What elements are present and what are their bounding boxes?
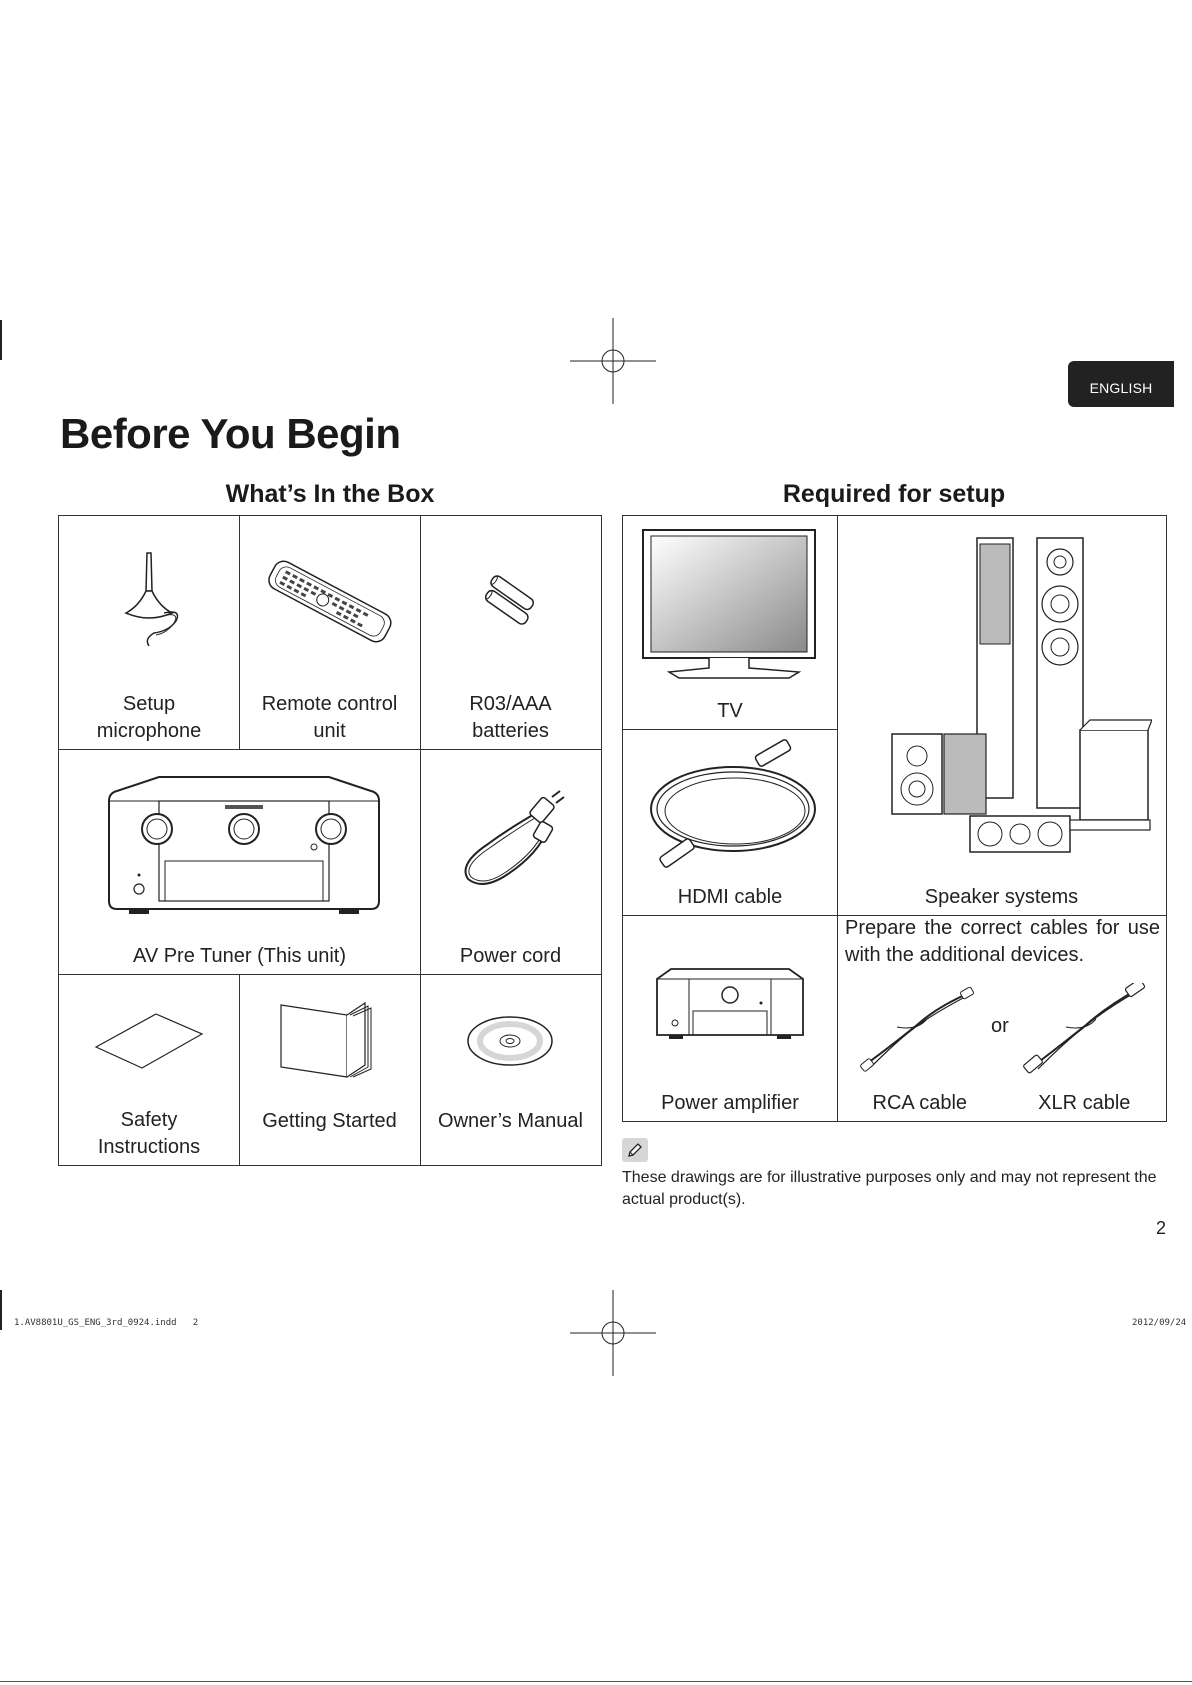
hdmi-cable-illustration bbox=[643, 739, 823, 874]
crop-mark-left-top bbox=[0, 320, 2, 360]
box-item-remote-control bbox=[239, 516, 420, 749]
box-item-owners-manual bbox=[420, 974, 601, 1165]
power-amplifier-illustration bbox=[653, 965, 808, 1045]
av-pre-tuner-label: AV Pre Tuner (This unit) bbox=[132, 945, 347, 967]
tv-label: TV bbox=[717, 700, 743, 722]
pencil-icon bbox=[622, 1138, 648, 1162]
illustration-disclaimer: These drawings are for illustrative purposes only and may not represent the actual product(s). bbox=[622, 1169, 1157, 1208]
crop-mark-left-bottom bbox=[0, 1290, 2, 1330]
box-item-setup-microphone bbox=[59, 516, 239, 749]
safety-sheet-illustration bbox=[94, 1012, 204, 1072]
cd-rom-illustration bbox=[465, 1014, 555, 1069]
setup-section-title: Required for setup bbox=[782, 480, 1006, 508]
page-number: 2 bbox=[1155, 1218, 1166, 1238]
box-item-av-pre-tuner bbox=[59, 749, 420, 974]
box-section-title: What’s In the Box bbox=[225, 480, 435, 508]
getting-started-booklet-illustration bbox=[277, 999, 377, 1079]
microphone-illustration bbox=[114, 551, 184, 651]
cables-note: Prepare the correct cables for use with the additional devices. bbox=[845, 917, 1160, 966]
box-item-safety-instructions bbox=[59, 974, 239, 1165]
setup-item-hdmi-cable bbox=[623, 729, 837, 915]
setup-microphone-label: Setup microphone bbox=[96, 693, 202, 742]
hdmi-cable-label: HDMI cable bbox=[677, 886, 783, 908]
setup-item-cables bbox=[837, 915, 1166, 1121]
setup-item-speaker-systems bbox=[837, 516, 1166, 915]
remote-control-illustration bbox=[259, 556, 399, 646]
power-cord-label: Power cord bbox=[459, 945, 562, 967]
remote-control-label: Remote control unit bbox=[261, 693, 398, 742]
box-item-power-cord bbox=[420, 749, 601, 974]
xlr-cable-illustration bbox=[1022, 983, 1147, 1075]
box-item-batteries bbox=[420, 516, 601, 749]
bottom-trim-line bbox=[0, 1681, 1192, 1682]
power-amplifier-label: Power amplifier bbox=[661, 1092, 799, 1114]
setup-requirements-grid bbox=[622, 515, 1167, 1122]
footer-date: 2012/09/24 bbox=[1132, 1318, 1187, 1328]
batteries-illustration bbox=[475, 571, 545, 631]
page-title: Before You Begin bbox=[60, 410, 401, 457]
setup-item-tv bbox=[623, 516, 837, 729]
language-tab bbox=[1068, 361, 1174, 407]
rca-cable-illustration bbox=[857, 987, 977, 1072]
safety-instructions-label: Safety Instructions bbox=[97, 1109, 201, 1158]
footer-file-name: 1.AV8801U_GS_ENG_3rd_0924.indd 2 bbox=[14, 1318, 199, 1328]
rca-cable-label: RCA cable bbox=[872, 1092, 968, 1114]
getting-started-label: Getting Started bbox=[262, 1110, 397, 1132]
speaker-systems-label: Speaker systems bbox=[924, 886, 1079, 908]
av-pre-tuner-illustration bbox=[99, 771, 389, 921]
owners-manual-label: Owner’s Manual bbox=[438, 1110, 583, 1132]
registration-mark-top bbox=[570, 318, 656, 404]
setup-item-power-amplifier bbox=[623, 915, 837, 1121]
box-item-getting-started bbox=[239, 974, 420, 1165]
registration-mark-bottom bbox=[570, 1290, 656, 1376]
xlr-cable-label: XLR cable bbox=[1038, 1092, 1131, 1114]
speaker-systems-illustration bbox=[862, 534, 1152, 864]
tv-illustration bbox=[639, 526, 819, 686]
batteries-label: R03/AAA batteries bbox=[469, 693, 552, 742]
power-cord-illustration bbox=[448, 789, 573, 894]
language-tab-label: ENGLISH bbox=[1089, 380, 1153, 396]
or-label: or bbox=[991, 1015, 1009, 1037]
box-contents-grid bbox=[58, 515, 602, 1166]
